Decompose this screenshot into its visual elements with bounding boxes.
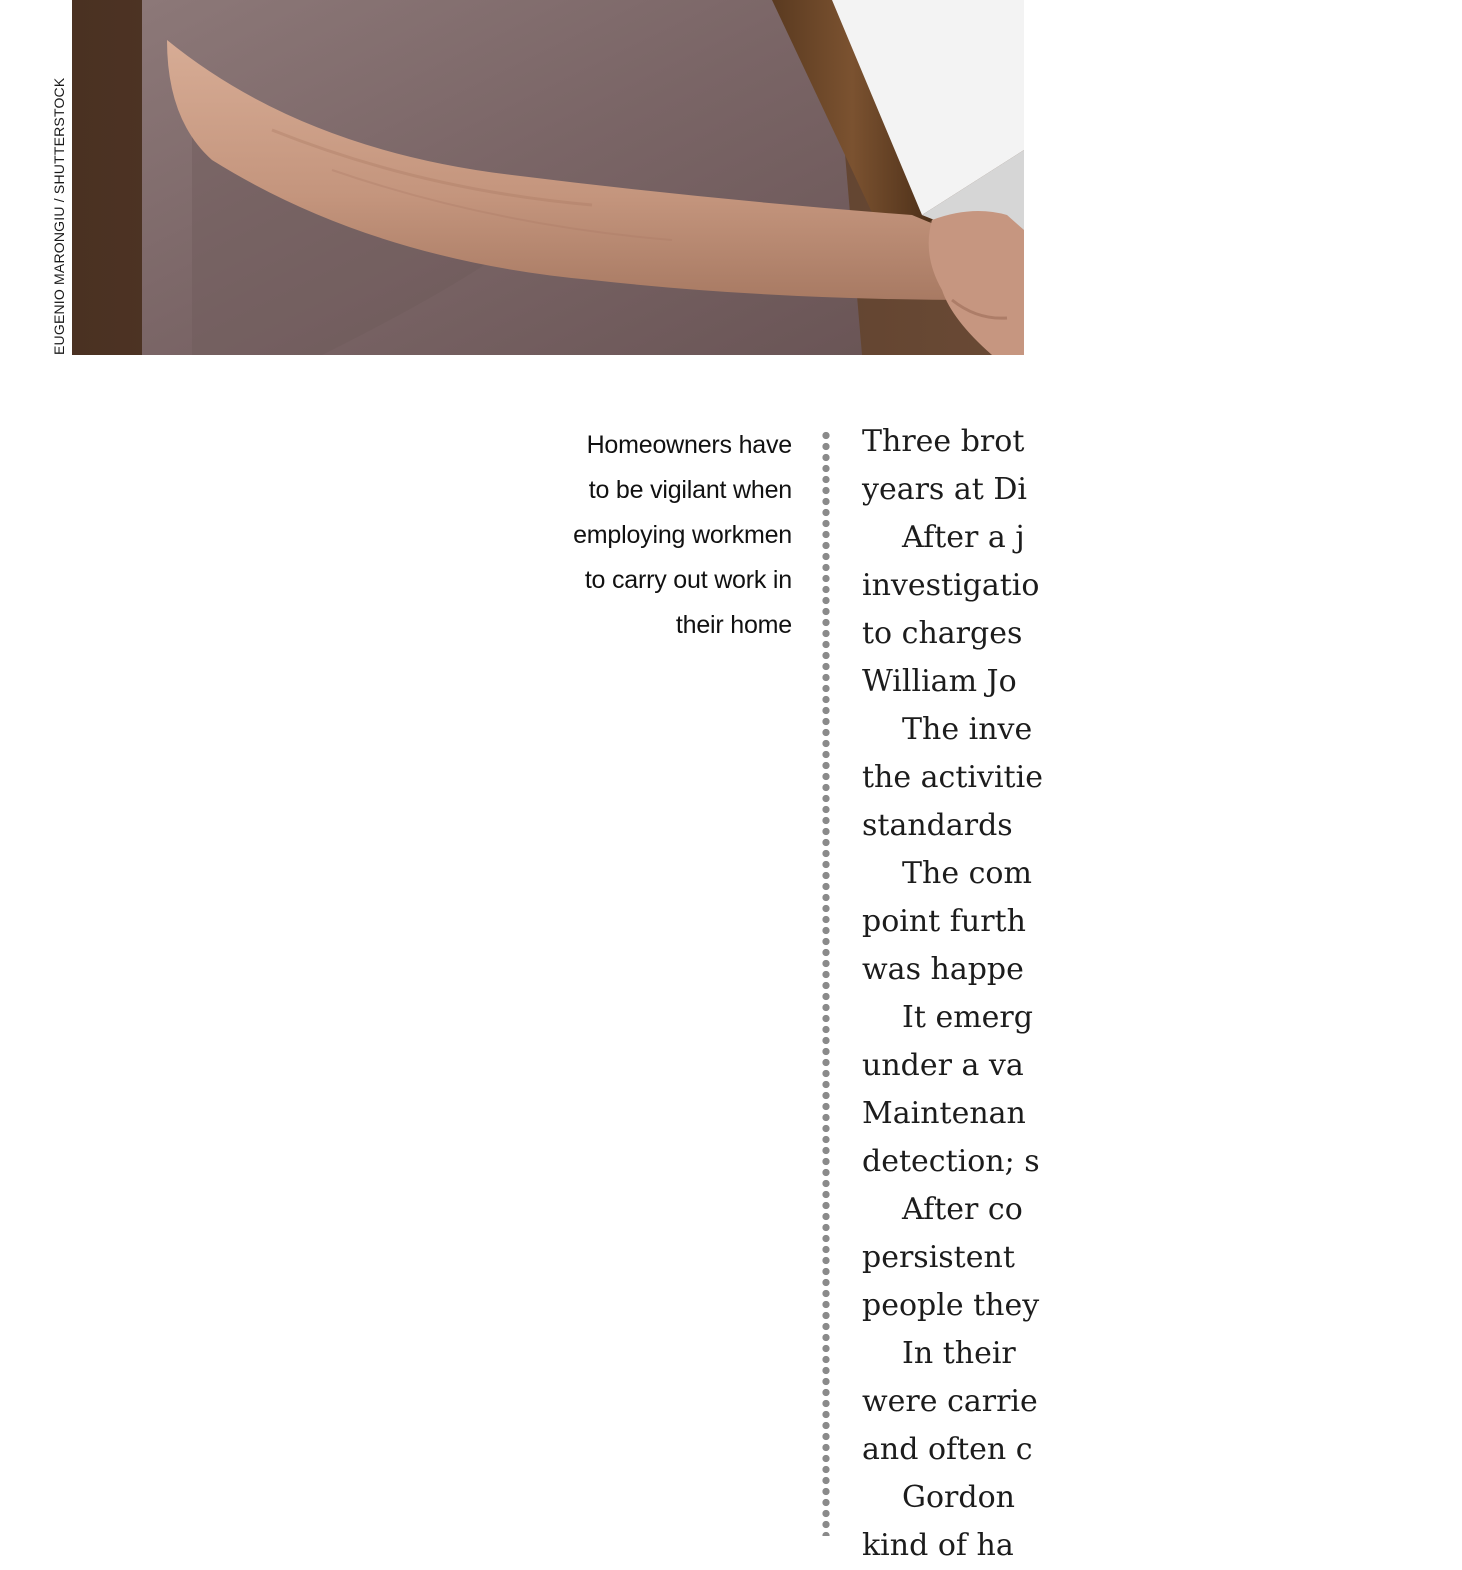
article-line: investigatio <box>862 568 1040 603</box>
article-line: Three brot <box>862 424 1025 459</box>
article-line: under a va <box>862 1048 1024 1083</box>
article-line: years at Di <box>862 472 1027 507</box>
article-body <box>862 418 1462 1570</box>
article-line: After co <box>902 1192 1023 1227</box>
caption-line: to carry out work in <box>584 566 792 594</box>
article-line: point furth <box>862 904 1026 939</box>
article-line: persistent <box>862 1240 1015 1275</box>
article-line: detection; s <box>862 1144 1040 1179</box>
article-line: were carrie <box>862 1384 1038 1419</box>
article-photo <box>72 0 1024 355</box>
article-line: standards <box>862 808 1013 843</box>
article-line: It emerg <box>902 1000 1033 1035</box>
caption-line: to be vigilant when <box>588 476 792 504</box>
article-line: In their <box>902 1336 1016 1371</box>
caption-line: Homeowners have <box>586 431 792 459</box>
dotted-divider <box>821 430 831 1536</box>
article-line: kind of ha <box>862 1528 1014 1563</box>
workman-arm-illustration <box>72 0 1024 355</box>
photo-caption <box>472 423 792 648</box>
article-line: Maintenan <box>862 1096 1026 1131</box>
article-line: Gordon <box>902 1480 1015 1515</box>
article-line: was happe <box>862 952 1024 987</box>
article-line: The inve <box>902 712 1033 747</box>
caption-line: employing workmen <box>573 521 792 549</box>
article-line: The com <box>902 856 1032 891</box>
article-line: to charges <box>862 616 1023 651</box>
article-line: the activitie <box>862 760 1043 795</box>
article-line: After a j <box>902 520 1025 555</box>
article-line: and often c <box>862 1432 1033 1467</box>
caption-line: their home <box>675 611 792 639</box>
article-line: William Jo <box>862 664 1017 699</box>
photo-credit: EUGENIO MARONGIU / SHUTTERSTOCK <box>51 77 67 355</box>
article-line: people they <box>862 1288 1040 1323</box>
